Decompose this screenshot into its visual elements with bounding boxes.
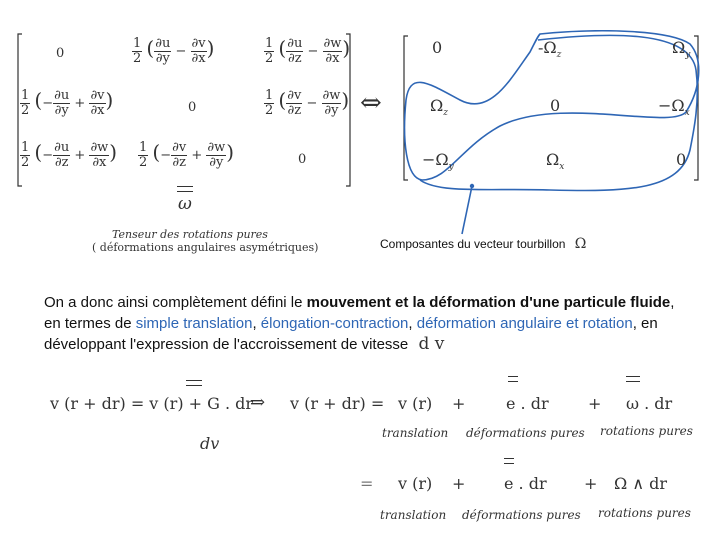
equation1-label-translation: translation — [382, 426, 449, 440]
equation1-lhs: v (r + dr) = v (r) + G . dr — [50, 394, 254, 413]
equation2-label-deformations: déformations pures — [462, 508, 581, 522]
omega-r3c3: 0 — [676, 150, 687, 169]
description-paragraph: On a donc ainsi complètement défini le mouvement et la déformation d'une particule fluide, en termes de simple translation, élongation-contraction, déformation angulaire et rotation, en développant l'expression de l'accroissement de vitesse d v — [44, 294, 675, 354]
equation2-plus2: + — [584, 474, 598, 493]
tensor-symbol: ω — [174, 186, 198, 222]
equation1-t1: v (r) — [398, 394, 433, 413]
equation2-label-translation: translation — [380, 508, 447, 522]
equation1-t2: e . dr — [506, 394, 549, 413]
e-bars-2 — [504, 458, 514, 464]
equation1-plus1: + — [452, 394, 466, 413]
tensor-r3c1: $\frac{1}{2}$ (− $\frac{\partial u}{\partial z}$ + $\frac{\partial w}{\partial x}$ ) — [21, 140, 118, 170]
omega-r3c2: $\Omega_x$ — [546, 150, 565, 173]
tensor-r1c2: $\frac{1}{2}$ ( $\frac{\partial u}{\partial y}$ − $\frac{\partial v}{\partial x}$ ) — [133, 36, 215, 66]
equation2-t2: e . dr — [504, 474, 547, 493]
equation1-implies: ⇒ — [250, 392, 266, 413]
equation1-label-rotations: rotations pures — [600, 424, 693, 438]
omega-r2c3: $-\Omega_x$ — [658, 96, 690, 119]
tensor-r2c2: 0 — [188, 100, 197, 115]
equation2-equals: = — [360, 474, 374, 493]
omega-r1c3: $\Omega_y$ — [672, 38, 691, 61]
equation2-label-rotations: rotations pures — [598, 506, 691, 520]
callout-label: Composantes du vecteur tourbillon Ω — [380, 236, 587, 252]
equation1-t3: ω . dr — [626, 394, 673, 413]
tensor-r1c3: $\frac{1}{2}$ ( $\frac{\partial u}{\partial z}$ − $\frac{\partial w}{\partial x}$ ) — [265, 36, 351, 66]
grad-bars — [186, 380, 202, 386]
tensor-r2c3: $\frac{1}{2}$ ( $\frac{\partial v}{\partial z}$ − $\frac{\partial w}{\partial y}$ ) — [265, 88, 350, 118]
equation2-t1: v (r) — [398, 474, 433, 493]
equation1-label-deformations: déformations pures — [466, 426, 585, 440]
omega-r1c1: 0 — [432, 38, 443, 57]
tensor-caption-line2: ( déformations angulaires asymétriques) — [92, 241, 319, 254]
tensor-r1c1: 0 — [56, 46, 65, 61]
tensor-r3c2: $\frac{1}{2}$ (− $\frac{\partial v}{\partial z}$ + $\frac{\partial w}{\partial y}$ ) — [139, 140, 235, 170]
dv-symbol: d v — [418, 334, 445, 354]
omega-r1c2: $-\Omega_z$ — [538, 38, 562, 61]
omega-r2c1: $\Omega_z$ — [430, 96, 449, 119]
tensor-r3c3: 0 — [298, 152, 307, 167]
equation1-plus2: + — [588, 394, 602, 413]
omega-r3c1: $-\Omega_y$ — [422, 150, 454, 173]
equation1-rhs: v (r + dr) = — [290, 394, 385, 413]
omega-bars — [626, 376, 640, 382]
equation2-t3: Ω ∧ dr — [614, 474, 668, 493]
tensor-r2c1: $\frac{1}{2}$ (− $\frac{\partial u}{\partial y}$ + $\frac{\partial v}{\partial x}$ ) — [21, 88, 114, 118]
e-bars — [508, 376, 518, 382]
omega-r2c2: 0 — [550, 96, 561, 115]
equation2-plus1: + — [452, 474, 466, 493]
equivalence-arrow: ⇔ — [360, 88, 382, 118]
tensor-caption-line1: Tenseur des rotations pures — [112, 228, 268, 241]
callout-line — [0, 0, 720, 260]
equation1-dv: dv — [200, 434, 220, 453]
